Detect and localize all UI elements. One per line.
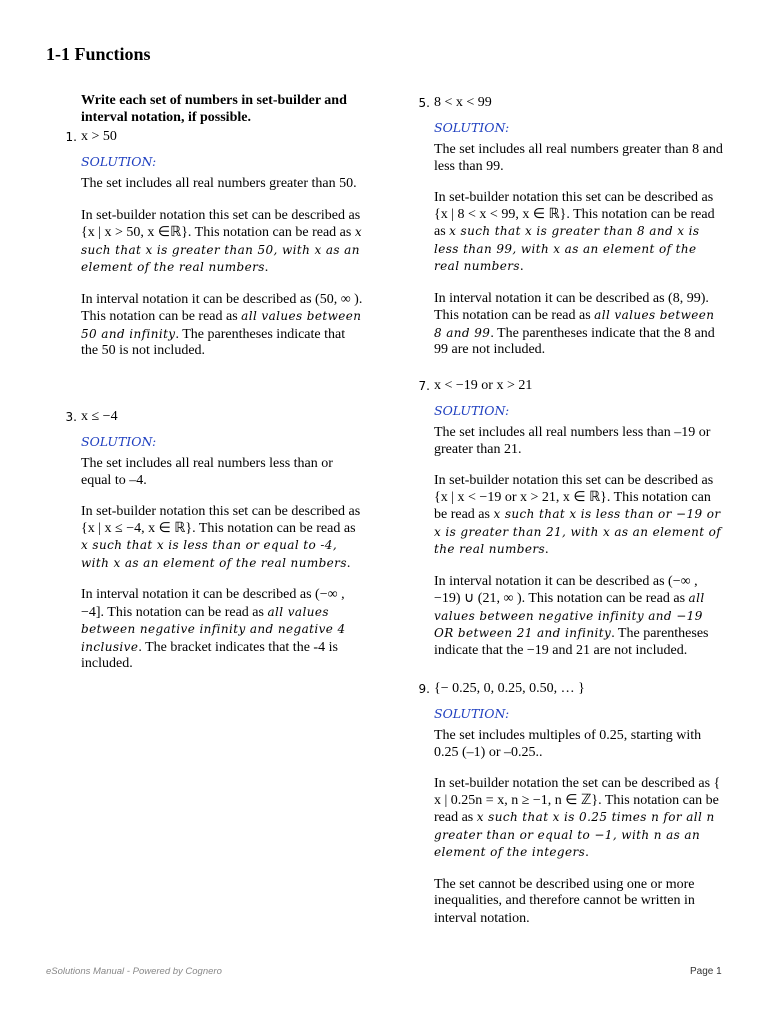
italic-reading: x such that x is 0.25 times n for all n greater than or equal to −1, with n as an element of the integers: [434, 810, 715, 859]
solution-label: SOLUTION:: [434, 705, 510, 721]
solution-paragraph-3: [434, 574, 724, 660]
italic-reading: all values between negative infinity and negative 4 inclusive: [81, 604, 346, 654]
solution-label: SOLUTION:: [434, 402, 510, 418]
italic-reading: x such that x is greater than 8 and x is less than 99, with x as an element of the real numbers: [434, 224, 700, 273]
page-title: 1-1 Functions: [46, 44, 151, 64]
text: .: [585, 845, 589, 860]
solution-paragraph-3: [434, 877, 724, 928]
solution-label: SOLUTION:: [81, 433, 157, 449]
solution-paragraph-1: The set includes all real numbers less than or equal to –4.: [81, 456, 333, 488]
text: In set-builder notation this set can be described as {x | x ≤ −4, x ∈ ℝ}. This notation can be read as: [81, 504, 361, 536]
text: . The bracket indicates that the -4 is included.: [81, 639, 338, 671]
text: In interval notation it can be described as (−∞ , −4]. This notation can be read as: [81, 587, 345, 620]
problem-9: [418, 681, 724, 942]
text: The set cannot be described using one or more inequalities, and therefore cannot be written in interval notation.: [434, 876, 695, 926]
text: .: [545, 542, 549, 557]
text: In interval notation it can be described as (50, ∞ ). This notation can be read as: [81, 291, 363, 324]
solution-paragraph-2: [434, 473, 724, 559]
solution-paragraph-2: [434, 190, 724, 276]
left-column: [81, 93, 364, 126]
text: In set-builder notation this set can be described as {x | x < −19 or x > 21, x ∈ ℝ}. This notation can be read as: [434, 473, 714, 522]
solution-paragraph-1: The set includes multiples of 0.25, starting with 0.25 (–1) or –0.25..: [434, 728, 702, 760]
solution-paragraph-2: [81, 208, 364, 277]
text: . The parentheses indicate that the 8 and 99 are not included.: [434, 325, 715, 357]
solution-paragraph-2: [434, 776, 724, 862]
italic-reading: all values between 50 and infinity: [81, 309, 362, 341]
text: In set-builder notation this set can be described as {x | x > 50, x ∈ℝ}. This notation can be read as: [81, 207, 361, 240]
instructions: Write each set of numbers in set-builder and interval notation, if possible.: [81, 93, 347, 125]
solution-paragraph-1: The set includes all real numbers greater than 50.: [81, 176, 357, 191]
italic-reading: x such that x is less than or −19 or x is greater than 21, with x as an element of the real numbers: [434, 507, 722, 556]
problem-number: 1.: [65, 130, 77, 144]
problem-statement: x ≤ −4: [81, 409, 118, 424]
problem-statement: 8 < x < 99: [434, 95, 492, 110]
problem-1: [65, 129, 364, 375]
page-number: Page 1: [690, 966, 722, 977]
text: .: [519, 259, 524, 274]
text: .: [264, 260, 269, 275]
text: In interval notation it can be described as (−∞ , −19) ∪ (21, ∞ ). This notation can be read as: [434, 573, 698, 606]
text: .: [346, 555, 351, 571]
italic-reading: all values between 8 and 99: [434, 308, 715, 340]
text: In set-builder notation this set can be described as {x | 8 < x < 99, x ∈ ℝ}. This notation can be read as: [434, 190, 715, 239]
problem-statement: x > 50: [81, 129, 117, 144]
solution-paragraph-3: [81, 587, 364, 673]
text: In set-builder notation the set can be described as { x | 0.25n = x, n ≥ −1, n ∈ ℤ}. This notation can be read as: [434, 776, 721, 825]
italic-reading: all values between negative infinity and −19 OR between 21 and infinity: [434, 591, 705, 640]
problem-number: 7.: [418, 379, 430, 393]
text: . The parentheses indicate that the −19 and 21 are not included.: [434, 626, 709, 658]
italic-reading: x such that x is less than or equal to -4, with x as an element of the real numbers: [81, 538, 347, 570]
solution-paragraph-3: [81, 292, 364, 360]
footer-publisher: eSolutions Manual - Powered by Cognero: [46, 966, 222, 977]
text: . The parentheses indicate that the 50 is not included.: [81, 326, 346, 358]
problem-statement: {− 0.25, 0, 0.25, 0.50, … }: [434, 681, 585, 696]
problem-number: 5.: [418, 96, 430, 110]
problem-3: [65, 409, 364, 688]
problem-number: 3.: [65, 410, 77, 424]
solution-paragraph-2: [81, 504, 364, 572]
solution-paragraph-1: The set includes all real numbers less than –19 or greater than 21.: [434, 425, 711, 457]
solution-label: SOLUTION:: [434, 119, 510, 135]
problem-number: 9.: [418, 682, 430, 696]
text: In interval notation it can be described as (8, 99). This notation can be read as: [434, 290, 709, 323]
solution-paragraph-1: The set includes all real numbers greater than 8 and less than 99.: [434, 142, 723, 174]
problem-5: [418, 95, 724, 374]
problem-statement: x < −19 or x > 21: [434, 378, 533, 393]
solution-paragraph-3: [434, 291, 724, 359]
problem-7: [418, 378, 724, 674]
solution-label: SOLUTION:: [81, 153, 157, 169]
italic-reading: x such that x is greater than 50, with x as an element of the real numbers: [81, 225, 363, 274]
